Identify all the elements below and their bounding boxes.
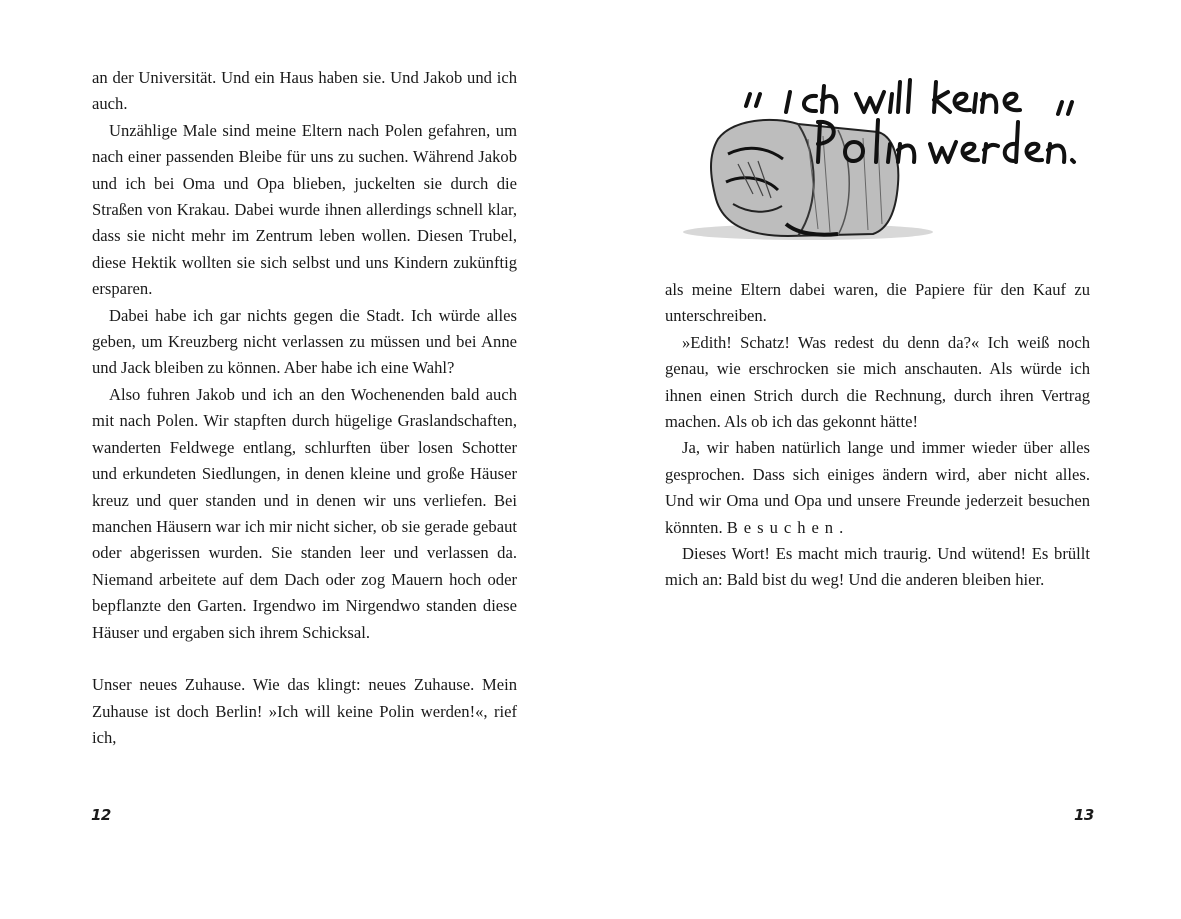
paragraph: an der Universität. Und ein Haus haben sie. Und Jakob und ich auch. — [92, 68, 517, 114]
handwritten-quote-text: „Ich will keine Polin werden." — [871, 252, 885, 253]
paragraph: als meine Eltern dabei waren, die Papiere für den Kauf zu unterschreiben. — [665, 280, 1090, 326]
paragraph: Unser neues Zuhause. Wie das klingt: neues Zuhause. Mein Zuhause ist doch Berlin! »Ich will keine Polin werden!«, rief ich, — [92, 675, 517, 748]
page-number: 12 — [91, 806, 111, 824]
paragraph: Unzählige Male sind meine Eltern nach Polen gefahren, um nach einer passenden Bleibe für uns zu suchen. Während Jakob und ich bei Oma und Opa blieben, juckelten sie durch die Straßen von Krakau. Dabei wurde ihnen allerdings schnell klar, dass sie nicht mehr im Zentrum leben wollen. Diesen Trubel, diese Hektik wollten sie sich selbst und uns Kindern zukünftig ersparen. — [92, 120, 517, 299]
paragraph: »Edith! Schatz! Was redest du denn da?« Ich weiß noch genau, wie erschrocken sie mich anschauten. Als würde ich ihnen einen Strich durch die Rechnung, durch ihren Vertrag machen. Als ob ich das gekonnt hätte! — [665, 332, 1090, 432]
statue-head-drawing — [711, 120, 898, 236]
right-page — [590, 0, 1181, 919]
paragraph: Dabei habe ich gar nichts gegen die Stadt. Ich würde alles geben, um Kreuzberg nicht verlassen zu müssen und bei Anne und Jack bleiben zu können. Aber habe ich eine Wahl? — [92, 305, 517, 378]
paragraph-text: Ja, wir haben natürlich lange und immer wieder über alles gesprochen. Dass sich einiges ändern wird, aber nicht alles. Und wir Oma und Opa und unsere Freunde jederzeit besuchen könnten. — [665, 438, 1090, 537]
paragraph — [665, 435, 1090, 541]
spaced-word: Besuchen. — [726, 517, 850, 537]
right-text-column — [665, 277, 1090, 594]
page-number: 13 — [1074, 806, 1094, 824]
left-text-column — [92, 65, 517, 752]
left-page — [0, 0, 590, 919]
paragraph: Also fuhren Jakob und ich an den Wochenenden bald auch mit nach Polen. Wir stapften durch hügelige Graslandschaften, wanderten Feldwege entlang, schlurften über losen Schotter und erkundeten Siedlungen, in denen kleine und große Häuser kreuz und quer standen und in denen wir uns verliefen. Bei manchen Häusern war ich mir nicht sicher, ob sie gerade gebaut oder abgerissen wurden. Sie standen leer und verlassen da. Niemand arbeitete auf dem Dach oder zog Mauern hoch oder bepflanzte den Garten. Irgendwo im Nirgendwo standen diese Häuser und ergaben sich ihrem Schicksal. — [92, 384, 517, 642]
paragraph: Dieses Wort! Es macht mich traurig. Und wütend! Es brüllt mich an: Bald bist du weg! Und die anderen bleiben hier. — [665, 544, 1090, 590]
toppled-statue-head-illustration — [678, 64, 1078, 254]
